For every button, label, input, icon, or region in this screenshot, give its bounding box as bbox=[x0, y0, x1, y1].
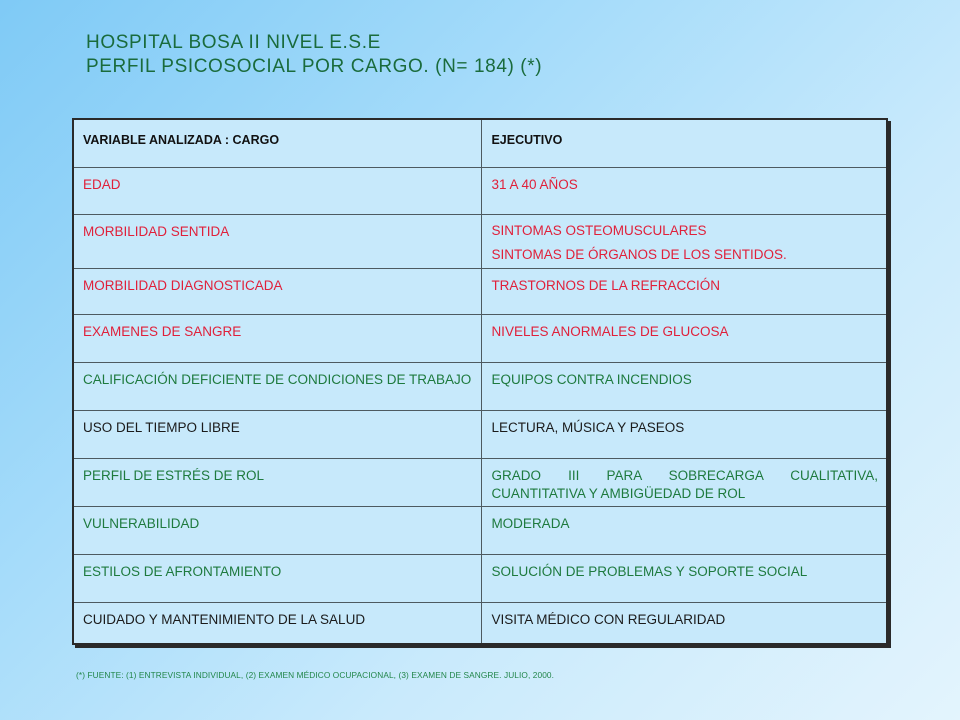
row-variable: PERFIL DE ESTRÉS DE ROL bbox=[73, 458, 482, 506]
table-row bbox=[73, 554, 887, 602]
table-row bbox=[73, 268, 887, 314]
row-variable: MORBILIDAD DIAGNOSTICADA bbox=[73, 268, 482, 314]
row-variable: ESTILOS DE AFRONTAMIENTO bbox=[73, 554, 482, 602]
row-variable: USO DEL TIEMPO LIBRE bbox=[73, 410, 482, 458]
table-row bbox=[73, 410, 887, 458]
table-row bbox=[73, 214, 887, 268]
row-value-line-1: SINTOMAS OSTEOMUSCULARES bbox=[491, 222, 707, 238]
table-row bbox=[73, 167, 887, 214]
row-value: EQUIPOS CONTRA INCENDIOS bbox=[482, 362, 887, 410]
row-value: TRASTORNOS DE LA REFRACCIÓN bbox=[482, 268, 887, 314]
header-ejecutivo: EJECUTIVO bbox=[482, 119, 887, 167]
row-value: LECTURA, MÚSICA Y PASEOS bbox=[482, 410, 887, 458]
table-header-row bbox=[73, 119, 887, 167]
table-row bbox=[73, 506, 887, 554]
row-value: NIVELES ANORMALES DE GLUCOSA bbox=[482, 314, 887, 362]
row-value-line-2: SINTOMAS DE ÓRGANOS DE LOS SENTIDOS. bbox=[491, 246, 787, 262]
row-value: 31 A 40 AÑOS bbox=[482, 167, 887, 214]
row-variable: EXAMENES DE SANGRE bbox=[73, 314, 482, 362]
row-value: MODERADA bbox=[482, 506, 887, 554]
title-line-1: HOSPITAL BOSA II NIVEL E.S.E bbox=[86, 32, 381, 53]
source-footnote: (*) FUENTE: (1) ENTREVISTA INDIVIDUAL, (2) EXAMEN MÉDICO OCUPACIONAL, (3) EXAMEN DE SANGRE. JULIO, 2000. bbox=[76, 670, 555, 680]
row-variable: CALIFICACIÓN DEFICIENTE DE CONDICIONES DE TRABAJO bbox=[73, 362, 482, 410]
row-variable: MORBILIDAD SENTIDA bbox=[73, 214, 482, 268]
title-line-2: PERFIL PSICOSOCIAL POR CARGO. (N= 184) (*) bbox=[86, 56, 543, 77]
table-row bbox=[73, 314, 887, 362]
row-variable: VULNERABILIDAD bbox=[73, 506, 482, 554]
table-row bbox=[73, 458, 887, 506]
table-row bbox=[73, 362, 887, 410]
row-value: VISITA MÉDICO CON REGULARIDAD bbox=[482, 602, 887, 644]
row-variable: CUIDADO Y MANTENIMIENTO DE LA SALUD bbox=[73, 602, 482, 644]
row-value: GRADO III PARA SOBRECARGA CUALITATIVA, CUANTITATIVA Y AMBIGÜEDAD DE ROL bbox=[482, 458, 887, 506]
row-variable: EDAD bbox=[73, 167, 482, 214]
header-variable: VARIABLE ANALIZADA : CARGO bbox=[73, 119, 482, 167]
row-value: SOLUCIÓN DE PROBLEMAS Y SOPORTE SOCIAL bbox=[482, 554, 887, 602]
row-value bbox=[482, 214, 887, 268]
slide-title bbox=[86, 31, 542, 79]
psychosocial-profile-table bbox=[72, 118, 888, 645]
table-row bbox=[73, 602, 887, 644]
